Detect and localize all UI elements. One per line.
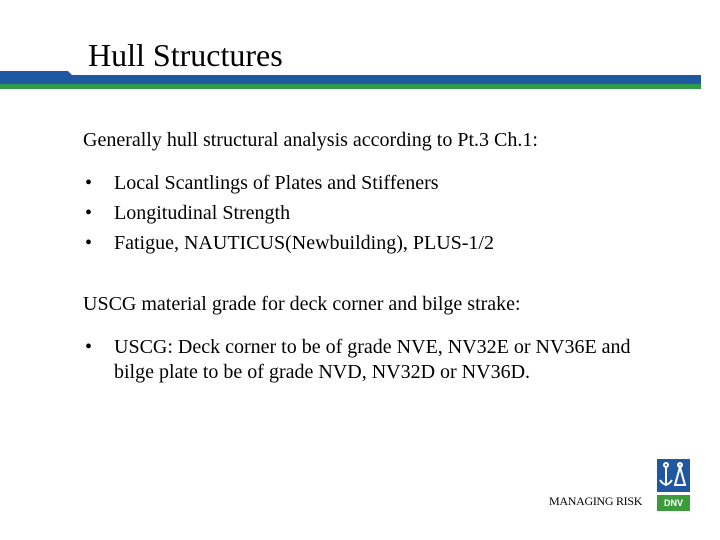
uscg-list bbox=[83, 335, 663, 385]
list-item: • USCG: Deck corner to be of grade NVE, NV32E or NV36E and bilge plate to be of grade NVD, NV32D or NV36D. bbox=[83, 335, 663, 385]
intro-text: Generally hull structural analysis according to Pt.3 Ch.1: bbox=[83, 129, 538, 151]
header-bar-green bbox=[0, 84, 701, 89]
analysis-list bbox=[83, 168, 494, 258]
list-item: • Local Scantlings of Plates and Stiffeners bbox=[83, 168, 494, 198]
slide-title: Hull Structures bbox=[88, 37, 283, 73]
list-item: • Longitudinal Strength bbox=[83, 198, 494, 228]
list-item: • Fatigue, NAUTICUS(Newbuilding), PLUS-1/2 bbox=[83, 228, 494, 258]
tagline: MANAGING RISK bbox=[549, 494, 643, 508]
header-bar-blue bbox=[0, 75, 701, 84]
anchor-logo-icon bbox=[657, 459, 690, 492]
intro2-text: USCG material grade for deck corner and bilge strake: bbox=[83, 293, 521, 315]
dnv-logo: DNV bbox=[657, 495, 690, 511]
